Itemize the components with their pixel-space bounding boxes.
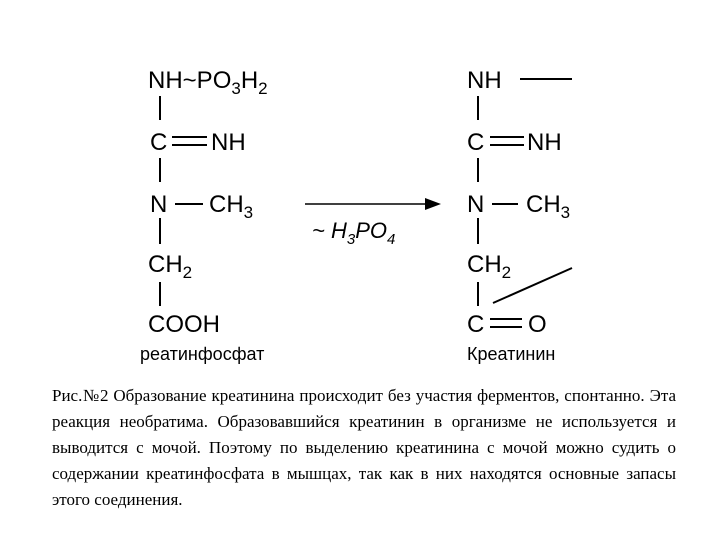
reactant-carboxyl: COOH [148,311,220,338]
reaction-arrow [305,198,441,248]
reactant-methyl: CH [209,191,244,218]
reactant-imine-nh: NH [211,129,246,156]
caption-text: Рис.№2 Образование креатинина происходит без участия ферментов, спонтанно. Эта реакция необратима. Образовавшийся креатинин в организме не используется и выводится с мочой. Поэтому по выделению креатинина с мочой можно судить о содержании креатинфосфата в мышцах, так как в них находятся основные запасы этого соединения. [52,386,676,509]
creatinine-structure [467,67,572,364]
product-nh: NH [467,67,502,94]
product-name: Креатинин [467,344,556,364]
arrow-head [425,198,441,210]
svg-text:~ H3PO4: ~ $H_3PO_4$ [312,218,396,248]
product-imine-nh: NH [527,129,562,156]
reactant-nh-po-label: NH~PO [148,67,232,94]
svg-text:NH~PO3H2: $NH\sim PO_3H_2$ [148,67,268,98]
product-methyl: CH [526,191,561,218]
reactant-methylene: CH [148,251,183,278]
product-c-atom: C [467,129,485,156]
svg-text:CH3: $CH_3$ [209,191,254,222]
svg-text:CH2: $CH_2$ [467,251,512,282]
figure-caption [52,383,676,513]
svg-text:CH3: $CH_3$ [526,191,571,222]
reactant-n-atom: N [150,191,168,218]
product-carbonyl-c: C [467,311,485,338]
reactant-c-atom: C [150,129,168,156]
product-carbonyl-o: O [528,311,547,338]
svg-text:CH2: $CH_2$ [148,251,193,282]
reactant-name: реатинфосфат [140,344,265,364]
arrow-label: ~ H [312,218,347,243]
creatine-phosphate-structure [140,67,268,364]
product-n-atom: N [467,191,485,218]
product-methylene: CH [467,251,502,278]
